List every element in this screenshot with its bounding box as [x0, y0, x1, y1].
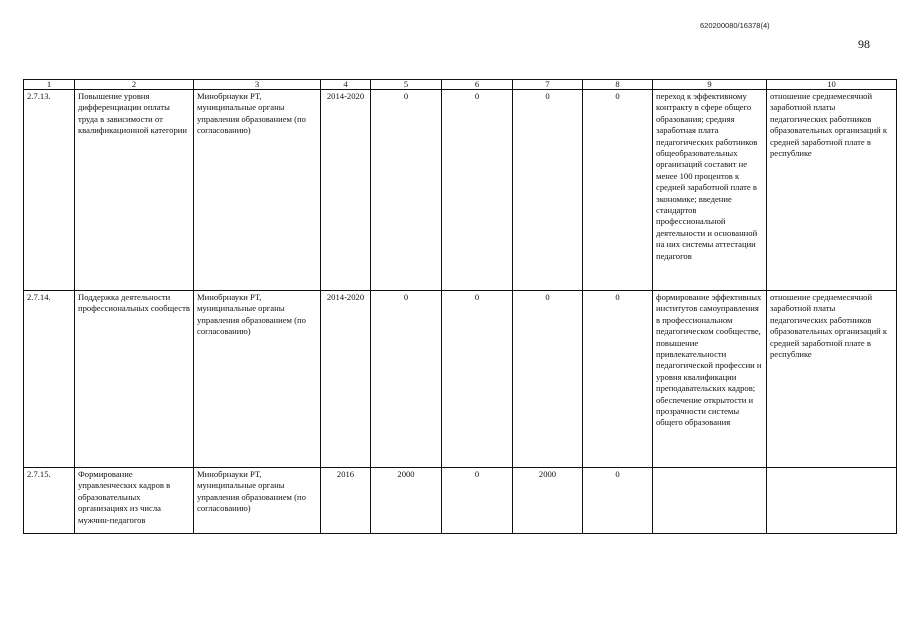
indicator [767, 468, 897, 534]
funding-value: 0 [583, 90, 653, 291]
expected-result [653, 468, 767, 534]
indicator: отношение среднемесячной заработной платы педагогических работников образовательных организаций к средней заработной плате в республике [767, 90, 897, 291]
funding-value: 2000 [371, 468, 442, 534]
measure-name: Формирование управленческих кадров в образовательных организациях из числа мужчин-педагогов [75, 468, 194, 534]
column-header: 5 [371, 80, 442, 90]
column-header: 2 [75, 80, 194, 90]
funding-value: 0 [583, 291, 653, 468]
expected-result: переход к эффективному контракту в сфере общего образования; средняя заработная плата педагогических работников общеобразовательных организаций составит не менее 100 процентов к средней заработной плате в экономике; введение стандартов профессиональной деятельности и основанной на них системы аттестации педагогов [653, 90, 767, 291]
funding-value: 0 [371, 90, 442, 291]
page-number: 98 [858, 37, 870, 51]
indicator: отношение среднемесячной заработной платы педагогических работников образовательных организаций к средней заработной плате в республике [767, 291, 897, 468]
column-header: 4 [321, 80, 371, 90]
column-header: 10 [767, 80, 897, 90]
column-header: 3 [194, 80, 321, 90]
program-table [23, 79, 897, 534]
executor: Минобрнауки РТ, муниципальные органы управления образованием (по согласованию) [194, 291, 321, 468]
executor: Минобрнауки РТ, муниципальные органы управления образованием (по согласованию) [194, 90, 321, 291]
measure-name: Повышение уровня дифференциации оплаты труда в зависимости от квалификационной категории [75, 90, 194, 291]
expected-result: формирование эффективных институтов самоуправления в профессиональном педагогическом сообществе, повышение привлекательности педагогической профессии и уровня квалификации преподавательских кадров; обеспечение открытости и прозрачности системы общего образования [653, 291, 767, 468]
table-row [24, 468, 897, 534]
funding-value: 0 [371, 291, 442, 468]
column-header: 9 [653, 80, 767, 90]
funding-value: 0 [513, 90, 583, 291]
funding-value: 0 [513, 291, 583, 468]
funding-value: 0 [583, 468, 653, 534]
funding-value: 0 [442, 90, 513, 291]
period: 2014-2020 [321, 90, 371, 291]
row-number: 2.7.13. [24, 90, 75, 291]
row-number: 2.7.14. [24, 291, 75, 468]
period: 2016 [321, 468, 371, 534]
table-row [24, 291, 897, 468]
period: 2014-2020 [321, 291, 371, 468]
funding-value: 0 [442, 291, 513, 468]
table-header-row [24, 80, 897, 90]
column-header: 6 [442, 80, 513, 90]
funding-value: 2000 [513, 468, 583, 534]
column-header: 8 [583, 80, 653, 90]
measure-name: Поддержка деятельности профессиональных сообществ [75, 291, 194, 468]
document-code: 620200080/16378(4) [700, 21, 770, 30]
table-row [24, 90, 897, 291]
executor: Минобрнауки РТ, муниципальные органы управления образованием (по согласованию) [194, 468, 321, 534]
funding-value: 0 [442, 468, 513, 534]
row-number: 2.7.15. [24, 468, 75, 534]
column-header: 7 [513, 80, 583, 90]
column-header: 1 [24, 80, 75, 90]
